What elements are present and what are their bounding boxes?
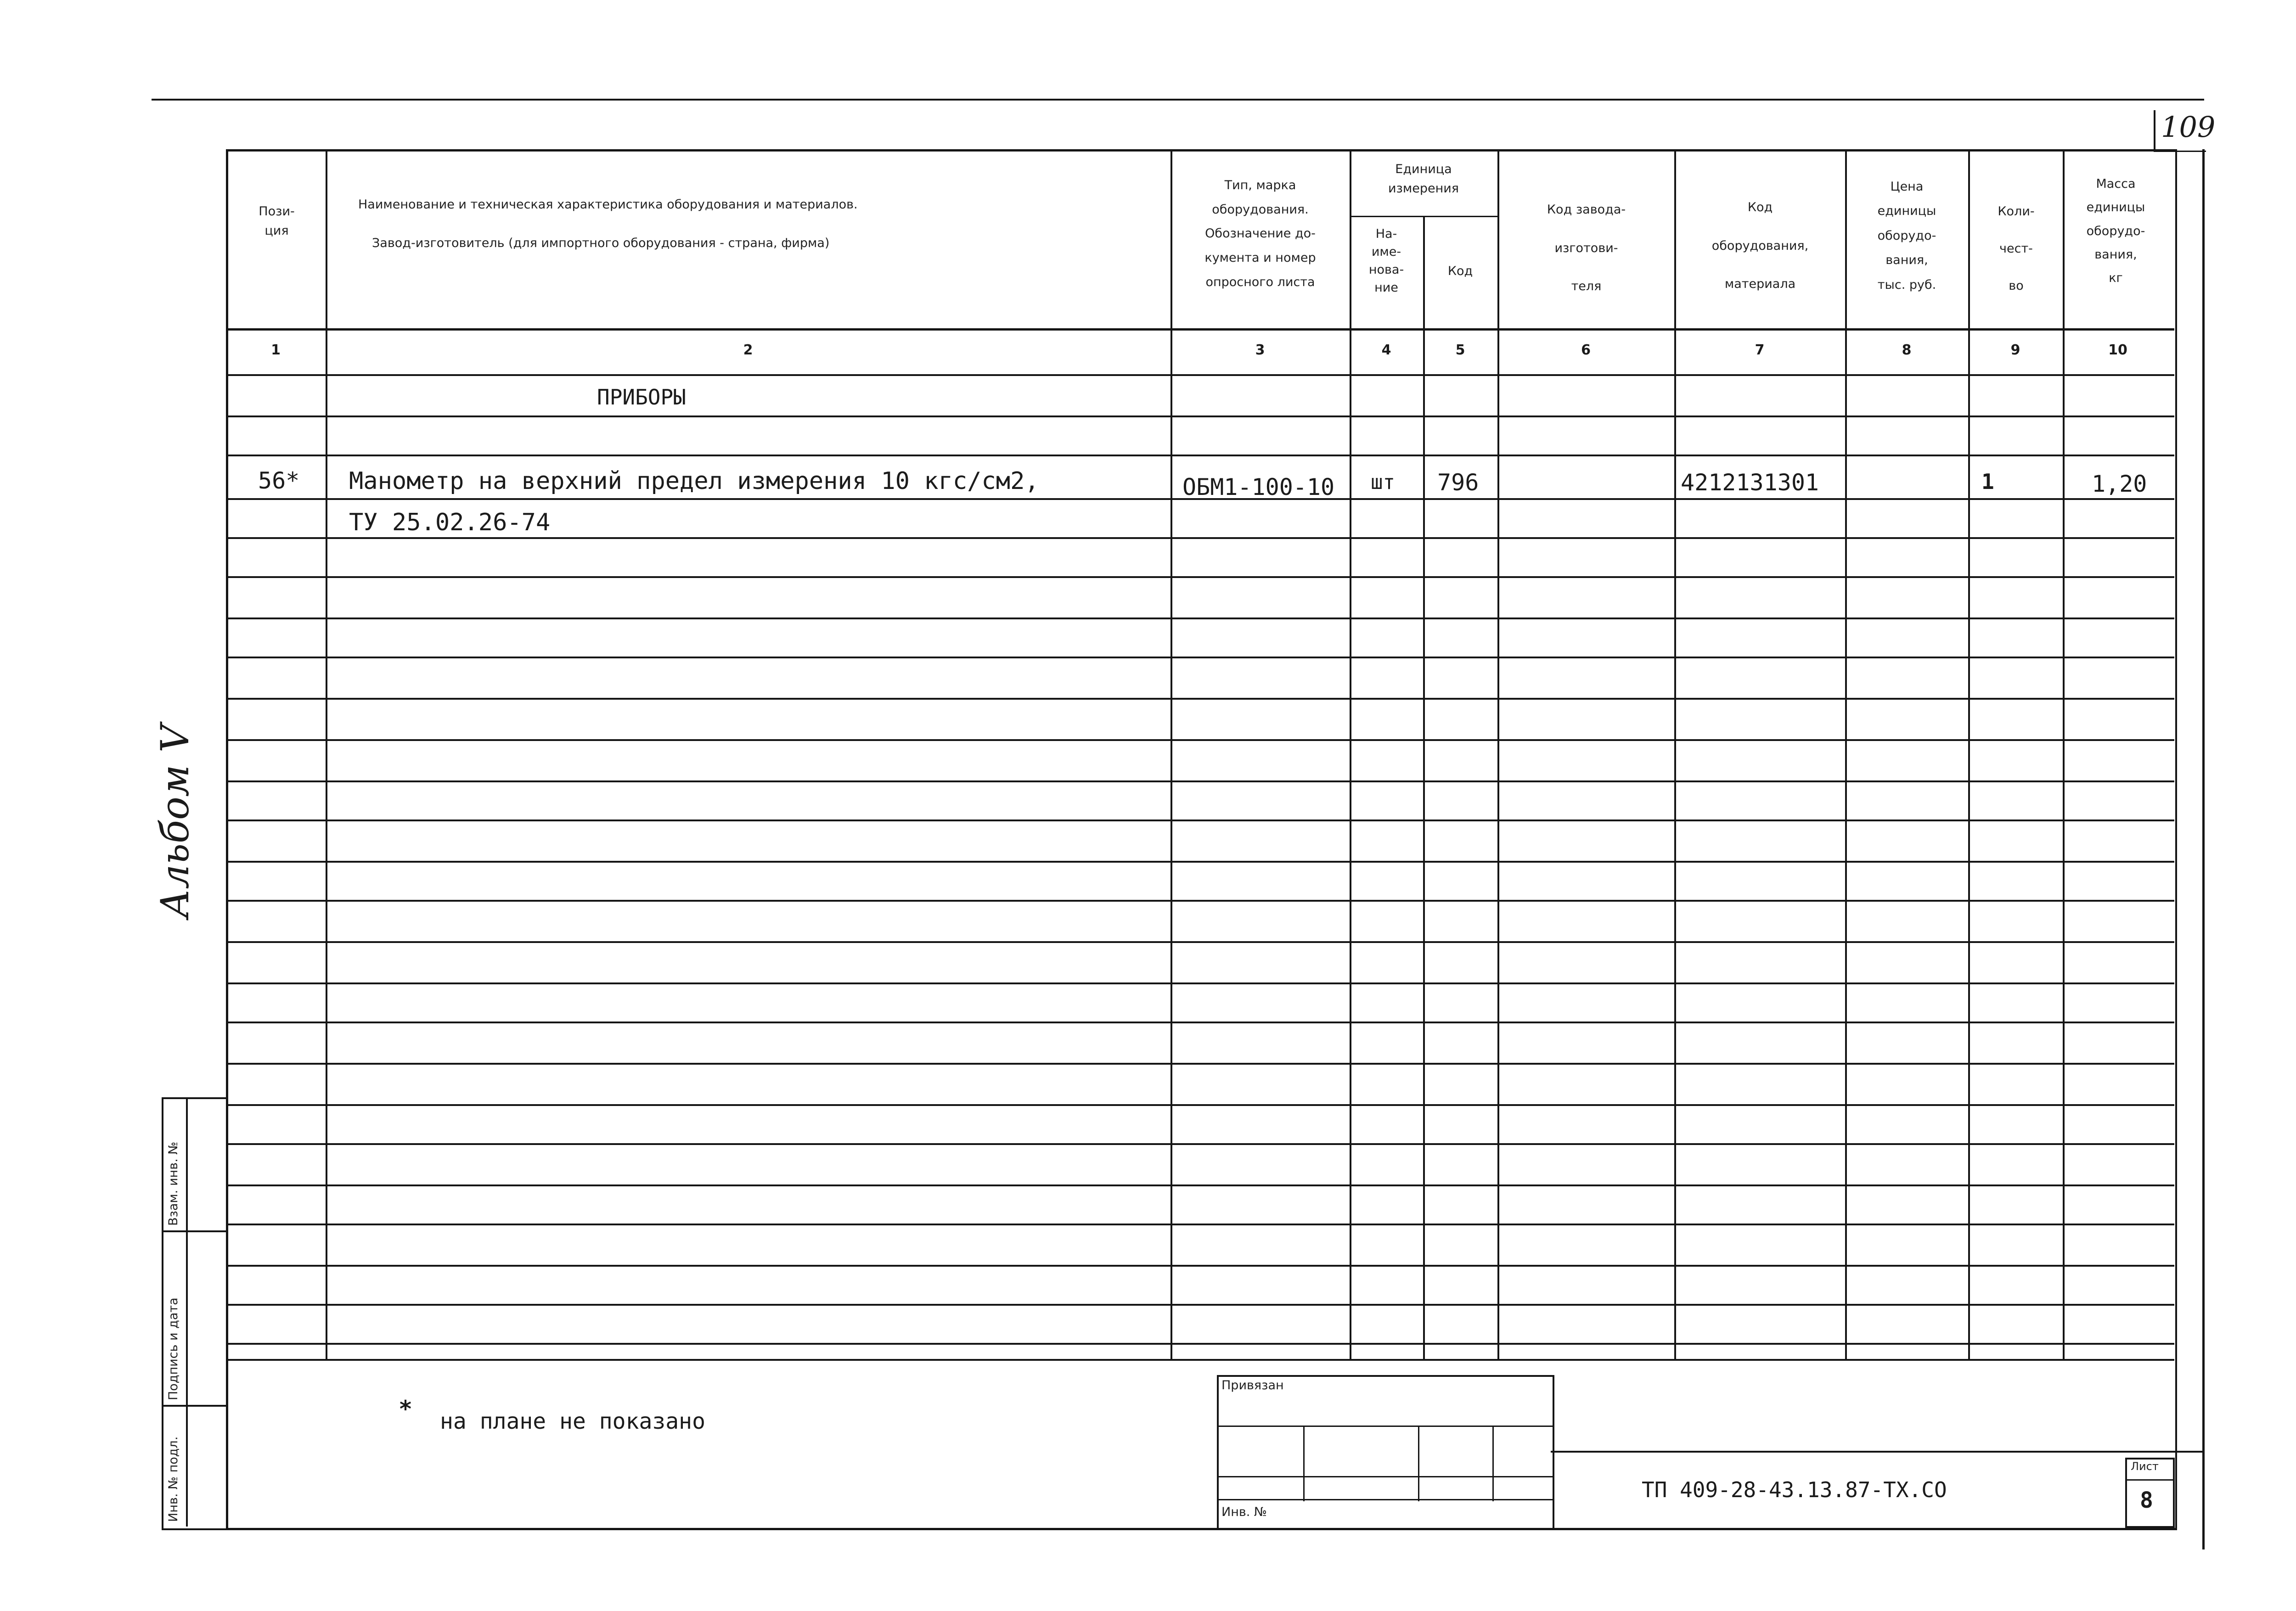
colnum-3: 3 <box>1255 342 1265 358</box>
colnum-6: 6 <box>1581 342 1591 358</box>
side-label-replace-inv: Взам. инв. № <box>166 1141 180 1226</box>
row-divider <box>226 780 2174 782</box>
header-col5: Код <box>1447 264 1473 278</box>
column-divider <box>1423 216 1425 1359</box>
row-divider <box>1350 216 1497 217</box>
header-col7: Код оборудования, материала <box>1711 200 1809 292</box>
section-title: ПРИБОРЫ <box>597 385 686 410</box>
header-col10: Масса единицы оборудо- вания, кг <box>2086 177 2145 286</box>
side-strip-vline <box>186 1097 188 1527</box>
row-divider <box>226 1304 2174 1306</box>
colnum-9: 9 <box>2010 342 2020 358</box>
top-rule <box>152 99 2204 101</box>
document-code: ТП 409-28-43.13.87-ТХ.СО <box>1642 1477 1947 1502</box>
colnum-4: 4 <box>1381 342 1391 358</box>
row-divider <box>226 820 2174 821</box>
header-col2-line1: Наименование и техническая характеристика оборудования и материалов. <box>358 197 858 212</box>
colnum-5: 5 <box>1455 342 1465 358</box>
row-divider <box>226 374 2174 376</box>
row-divider <box>226 1184 2174 1186</box>
stamp-vline-2 <box>1418 1426 1419 1501</box>
header-col9: Коли- чест- во <box>1998 204 2035 293</box>
row-divider <box>226 1359 2174 1361</box>
column-divider <box>326 149 327 1359</box>
stamp-linked-label: Привязан <box>1221 1378 1284 1392</box>
column-divider <box>1171 149 1172 1359</box>
row-mass: 1,20 <box>2092 471 2147 497</box>
right-border <box>2202 149 2205 1549</box>
side-label-signature-date: Подпись и дата <box>166 1297 180 1400</box>
header-col2 <box>358 195 1139 253</box>
row-type: ОБМ1-100-10 <box>1182 474 1335 500</box>
titleblock-top-line <box>1551 1451 2204 1453</box>
footnote-mark: * <box>399 1396 413 1422</box>
row-name-line2: ТУ 25.02.26-74 <box>349 509 551 536</box>
row-divider <box>226 1063 2174 1065</box>
header-col8: Цена единицы оборудо- вания, тыс. руб. <box>1877 180 1936 292</box>
stamp-vline-1 <box>1303 1426 1305 1501</box>
page-number: 109 <box>2161 110 2216 144</box>
row-divider <box>226 1224 2174 1225</box>
header-col6: Код завода- изготови- теля <box>1547 202 1626 294</box>
row-divider <box>226 657 2174 658</box>
colnum-1: 1 <box>271 342 281 358</box>
row-quantity: 1 <box>1981 469 1994 494</box>
colnum-8: 8 <box>1902 342 1912 358</box>
row-divider <box>226 900 2174 902</box>
row-divider <box>226 739 2174 741</box>
page-number-box <box>2154 110 2216 152</box>
row-divider <box>226 1022 2174 1023</box>
row-equipment-code: 4212131301 <box>1681 469 1819 496</box>
column-divider <box>1968 149 1970 1359</box>
stamp-hline-2 <box>1217 1476 1553 1477</box>
stamp-inv-label: Инв. № <box>1221 1505 1267 1519</box>
stamp-box <box>1217 1375 1554 1530</box>
row-divider <box>226 1343 2174 1345</box>
row-unit-code: 796 <box>1437 469 1479 496</box>
row-divider <box>226 698 2174 700</box>
row-unit-name: шт <box>1371 471 1395 494</box>
stamp-vline-3 <box>1492 1426 1494 1501</box>
side-strip-hline-2 <box>162 1405 226 1407</box>
row-divider <box>226 941 2174 943</box>
side-strip-hline-1 <box>162 1230 226 1232</box>
colnum-2: 2 <box>743 342 753 358</box>
column-divider <box>2063 149 2065 1359</box>
column-divider <box>1497 149 1499 1359</box>
side-label-inv-orig: Инв. № подл. <box>166 1436 180 1522</box>
row-divider <box>226 328 2174 331</box>
stamp-hline-1 <box>1217 1426 1553 1427</box>
row-divider <box>226 617 2174 619</box>
column-divider <box>1674 149 1676 1359</box>
colnum-10: 10 <box>2108 342 2127 358</box>
stamp-hline-3 <box>1217 1499 1553 1500</box>
row-position: 56* <box>258 467 300 494</box>
row-divider <box>226 1265 2174 1267</box>
column-divider <box>1350 149 1351 1359</box>
row-divider <box>226 861 2174 863</box>
row-divider <box>226 1104 2174 1106</box>
row-divider <box>226 982 2174 984</box>
row-divider <box>226 455 2174 456</box>
header-col3: Тип, марка оборудования. Обозначение до- кумента и номер опросного листа <box>1204 178 1316 289</box>
row-divider <box>226 576 2174 578</box>
row-divider <box>226 537 2174 539</box>
header-col2-line2: Завод-изготовитель (для импортного оборудования - страна, фирма) <box>372 236 830 250</box>
header-col1: Пози- ция <box>259 204 295 238</box>
sheet-label: Лист <box>2131 1460 2159 1473</box>
colnum-7: 7 <box>1755 342 1765 358</box>
column-divider <box>1845 149 1847 1359</box>
sheet-number: 8 <box>2140 1488 2153 1513</box>
row-divider <box>226 1143 2174 1145</box>
row-divider <box>226 415 2174 417</box>
sheet-box-divider <box>2125 1479 2173 1481</box>
album-label: Альбом V <box>152 724 197 918</box>
header-unit-group: Единица измерения <box>1388 162 1459 196</box>
header-col4: На- име- нова- ние <box>1368 227 1404 295</box>
row-name-line1: Манометр на верхний предел измерения 10 кгс/см2, <box>349 467 1039 495</box>
footnote-text: на плане не показано <box>440 1409 705 1434</box>
